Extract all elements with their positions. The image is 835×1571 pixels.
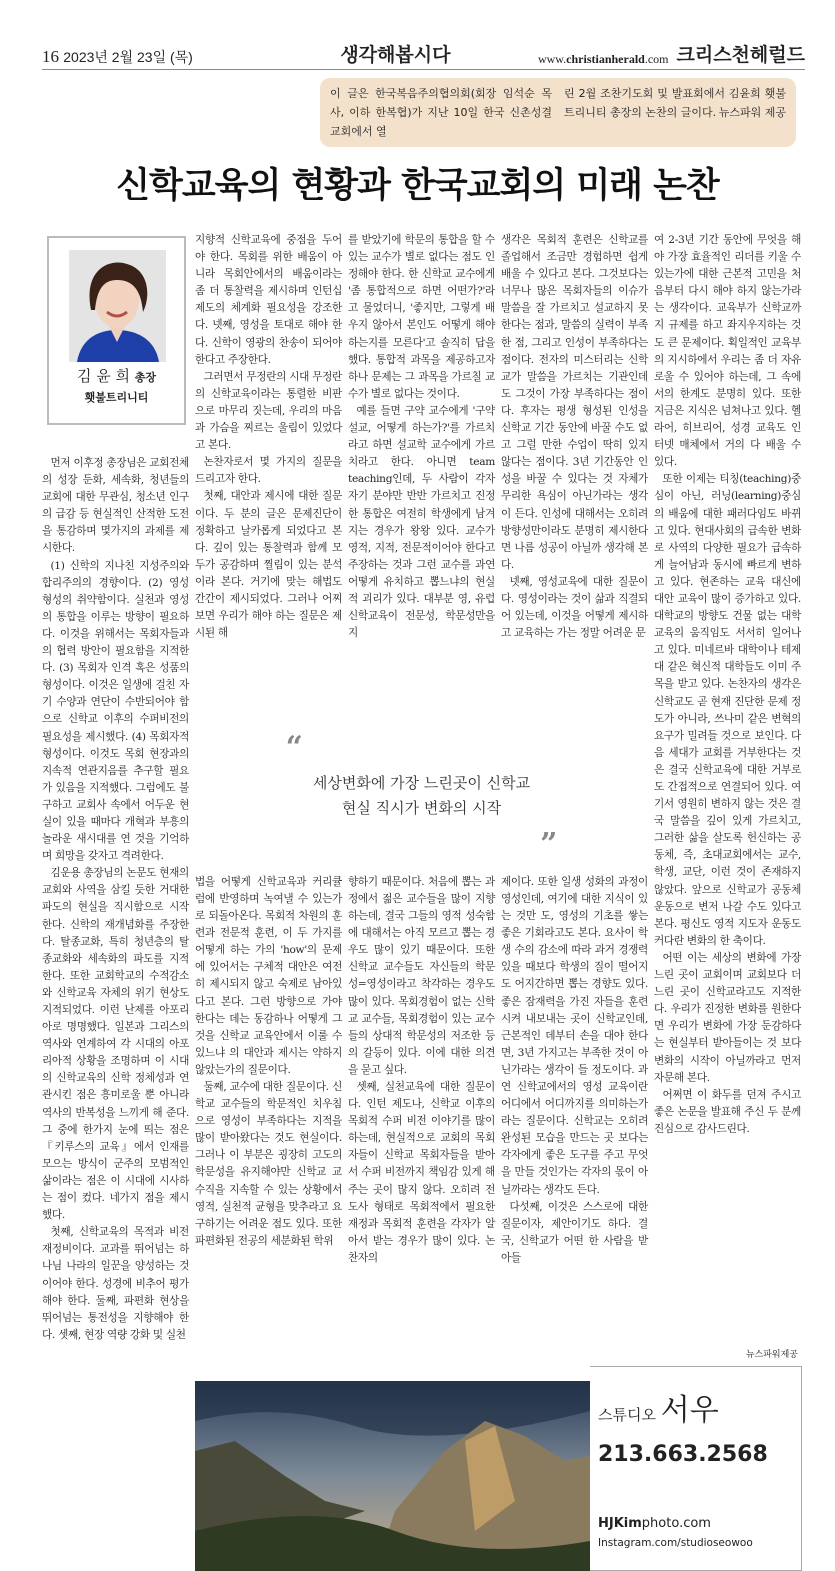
column-2-top (195, 232, 342, 719)
column-4-top (501, 232, 648, 719)
article-paragraph: 생각은 목회적 훈련은 신학교를 졸업해서 조금만 경험하면 쉽게 배울 수 있다고 본다. 그것보다는 너무나 많은 목회자들의 이슈가 말씀을 잘 가르치고 설교하지 못한다는 점과, 말씀의 실력이 부족한 점, 그리고 인성이 부족하다는 점이다. 전자의 미스터리는 신학교가 말씀을 가르치는 기관인데도 그것이 가장 부족하다는 점이다. 후자는 평생 형성된 인성을 신학교 기간 동안에 바꿀 수도 없고 그럴 만한 수업이 딱히 있지 않다는 점이다. 3년 기간동안 인성을 바꿀 수 있다는 것 자체가 무리한 욕심이 아닌가라는 생각이 든다. 인성에 대해서는 오히려 방향성만이라도 분명히 제시한다면 나름 성공이 아닐까 생각해 본다. (501, 234, 648, 571)
studio-name-small: 스튜디오 (598, 1405, 656, 1424)
article-paragraph: 를 받았기에 학문의 통합을 할 수 있는 교수가 별로 없다는 점도 인정해야 한다. 한 신학교 교수에게 '좀 통합적으로 하면 어떤가?'라고 물었더니, '좋지만, 그렇게 배우지 않아서 본인도 어떻게 해야 하는지를 모른다'고 솔직히 답을 했다. 통합적 과목을 제공하고자 하나 문제는 그 과목을 가르칠 교수가 별로 없다는 것이다. (348, 234, 495, 400)
article-paragraph: 지향적 신학교육에 중점을 두어야 한다. 목회를 위한 배움이 아니라 목회안에서의 배움이라는 좀 더 통찰력을 제시하며 인턴십 제도의 체계화 필요성을 강조한다. 넷째, 영성을 토대로 해야 한다. 신학이 영광의 찬송이 되어야 한다고 주장한다. (195, 234, 342, 366)
article-paragraph: 다섯째, 이것은 스스로에 대한 질문이자, 제안이기도 하다. 결국, 신학교가 어떤 한 사람을 받아들 (501, 1200, 648, 1264)
article-paragraph: 먼저 이후정 총장님은 교회전체의 성장 둔화, 세속화, 청년들의 교회에 대한 무관심, 청소년 인구의 급감 등 현실적인 산적한 도전을 통감하며 몇가지의 과제를 제시한다. (42, 457, 189, 555)
article-paragraph: 넷째, 영성교육에 대한 질문이다. 영성이라는 것이 삶과 직결되어 있는데, 이것을 어떻게 제시하고 교육하는 가는 정말 어려운 문 (501, 575, 648, 640)
studio-website[interactable] (598, 1515, 711, 1533)
article-paragraph: 논찬자로서 몇 가지의 질문을 드리고자 한다. (195, 456, 342, 486)
author-title: 총장 (134, 371, 157, 384)
web-rest: photo.com (641, 1515, 711, 1531)
column-3-bottom (348, 874, 495, 1344)
article-paragraph: 향하기 때문이다. 처음에 뽑는 과정에서 젊은 교수들을 많이 지향하는데, 결국 그들의 영적 성숙함에 대해서는 아직 모르고 뽑는 경우도 많이 있기 때문이다. 또한 신학교 교수들도 자신들의 학문성=영성이라고 착각하는 경우도 많이 있다. 목회경험이 없는 신학교 교수들, 목회경험이 있는 교수들의 상대적 학문성의 저조한 등의 갈등이 있다. 이에 대한 의견을 묻고 싶다. (348, 875, 495, 1076)
studio-name (598, 1391, 719, 1435)
article-credit: 뉴스파워제공 (745, 1349, 798, 1360)
pull-quote (195, 719, 648, 874)
url-domain: christianherald (566, 52, 645, 66)
intro-right-text: 린 2월 조찬기도회 및 발표회에서 김윤희 횃불트리니티 총장의 논찬의 글이다. (564, 87, 786, 119)
header-right (538, 40, 805, 67)
newspaper-brand: 크리스천헤럴드 (676, 44, 805, 66)
website-link[interactable] (538, 52, 669, 67)
author-org: 횃불트리니티 (84, 391, 149, 404)
column-5 (654, 232, 801, 1344)
url-prefix: www. (537, 52, 567, 66)
author-photo-box (47, 236, 186, 425)
url-suffix: .com (644, 52, 669, 66)
section-title: 생각해봅시다 (340, 44, 451, 66)
quote-line-2: 현실 직시가 변화의 시작 (341, 799, 502, 818)
web-bold: HJKim (598, 1515, 642, 1531)
article-body (42, 232, 802, 1571)
article-paragraph: 첫째, 신학교육의 목적과 비전 재정비이다. 교과를 뛰어넘는 하나님 나라의 일꾼을 양성하는 것이어야 한다. 성경에 비추어 평가해야 한다. 둘째, 파편화 현상을 뛰어넘는 통전성을 지향해야 한다. 셋째, 현장 역량 강화 및 실천 (42, 1226, 189, 1341)
studio-instagram[interactable]: Instagram.com/studioseowoo (598, 1536, 753, 1549)
article-paragraph: 법을 어떻게 신학교육과 커리큘럼에 반영하며 녹여낼 수 있는가로 되돌아온다. 목회적 차원의 훈련과 전문적 훈련, 이 두 가지를 어떻게 하는 가의 'how'의 문제에 있어서는 구체적 대안은 여전히 제시되지 않고 숙제로 남아있다고 본다. 그런 방향으로 가야 한다는 데는 동감하나 어떻게 그것을 신학교 교육안에서 이룰 수 있느냐 의 대안과 제시는 약하지 않았는가의 질문이다. (195, 875, 342, 1076)
page-number-date (42, 47, 193, 67)
article-paragraph: 어떤 이는 세상의 변화에 가장 느린 곳이 교회이며 교회보다 더 느린 곳이 신학교라고도 지적한다. 우리가 진정한 변화를 원한다면 우리가 변화에 가장 둔감하다는 현실부터 받아들이는 것 보다 변화의 시작이 아닐까라고 먼저 자문해 본다. (654, 951, 801, 1084)
column-4-bottom (501, 874, 648, 1344)
page-header (42, 40, 805, 70)
column-1 (42, 455, 189, 1344)
intro-left: 이 글은 한국복음주의협의회(회장 임석순 목사, 이하 한복협)가 지난 10일 한국 신촌성결교회에서 열 (330, 87, 552, 138)
quote-line-1: 세상변화에 가장 느린곳이 신학교 (312, 774, 531, 793)
article-paragraph: 여 2-3년 기간 동안에 무엇을 해야 가장 효율적인 리더를 키울 수 있는가에 대한 근본적 고민을 처음부터 다시 해야 하지 않는가라는 생각이다. 교육부가 신학교까지 규제를 하고 좌지우지하는 것도 큰 문제이다. 획일적인 교육부의 지시하에서 우리는 좀 더 자유로울 수 있어야 하는데, 그 속에서의 한계도 분명히 있다. 또한 지금은 지식은 넘쳐나고 있다. 헬라어, 히브리어, 성경 교육도 인터넷 매체에서 거의 다 배울 수 있다. (654, 234, 801, 469)
article-paragraph: 예를 들면 구약 교수에게 '구약 설교, 어떻게 하는가?'를 가르치라고 하면 설교학 교수에게 가르치라고 한다. 아니면 team teaching인데, 두 사람이 각자 자기 분야만 반반 가르치고 진정한 통합은 여전히 학생에게 남겨지는 경우가 왕왕 있다. 교수가 영적, 지적, 전문적이어야 한다고 주장하는 것과 그런 교수를 과연 어떻게 유치하고 뽑느냐의 현실적 괴리가 있다. 대부분 영, 유럽 신학교육이 전문성, 학문성만을 지 (348, 404, 495, 640)
page-number: 16 (42, 47, 59, 66)
quote-text (313, 771, 530, 821)
intro-box (320, 78, 796, 147)
close-quote-icon: ” (540, 826, 558, 862)
author-portrait (69, 250, 166, 362)
article-paragraph: 둘째, 교수에 대한 질문이다. 신학교 교수들의 학문적인 치우침으로 영성이 부족하다는 지적을 많이 받아왔다는 것도 현실이다. 그러나 이 부분은 굉장히 고도의 학문성을 유지해야만 신학교 교수직을 지속할 수 있는 상황에서 영적, 실천적 균형을 맞추라고 요구하기는 어려운 점도 있다. 또한 파편화된 전공의 세분화된 학위 (195, 1081, 342, 1247)
studio-ad (590, 1366, 802, 1571)
column-3-top (348, 232, 495, 719)
article-paragraph: 셋째, 실천교육에 대한 질문이다. 인턴 제도나, 신학교 이후의 목회적 수퍼 비전 이야기를 많이 하는데, 현실적으로 교회의 목회자들이 신학교 목회자들을 받아서 수퍼 비전까지 책임감 있게 해 주는 곳이 많지 않다. 오히려 전도사 형태로 목회적에서 필요한 재정과 목회적 훈련을 각자가 알아서 받는 경우가 많이 있다. 논찬자의 (348, 1081, 495, 1264)
intro-right (564, 84, 786, 141)
open-quote-icon: “ (285, 730, 303, 766)
studio-phone: 213.663.2568 (598, 1441, 768, 1467)
intro-source: 뉴스파워 제공 (718, 106, 786, 119)
article-grid (42, 232, 802, 1344)
article-paragraph: 첫째, 대안과 제시에 대한 질문이다. 두 분의 글은 문제진단이 정확하고 날카롭게 되었다고 본다. 깊이 있는 통찰력과 함께 모두가 공감하며 찔림이 있는 분석이라 본다. 거기에 맞는 해법도 간간이 제시되었다. 그러나 어찌 보면 우리가 해야 하는 질문은 제시된 해 (195, 490, 342, 640)
headline: 신학교육의 현황과 한국교회의 미래 논찬 (116, 166, 719, 206)
ad-row (195, 1366, 802, 1571)
article-paragraph: 그러면서 무정란의 시대 무정란의 신학교육이라는 통렬한 비판으로 마무리 짓는데, 우리의 마음과 가슴을 찌르는 울림이 있었다고 본다. (195, 370, 342, 452)
ad-landscape-photo (195, 1381, 590, 1571)
article-paragraph: 제이다. 또한 일생 성화의 과정이 영성인데, 여기에 대한 지식이 있는 것만 도, 영성의 기초를 쌓는 좋은 기회라고도 본다. 요사이 학생 수의 감소에 따라 과거 경쟁력 있을 때보다 학생의 질이 떨어지도 어지간하면 뽑는 경향도 있다. 좋은 잠재력을 가진 자들을 훈련시켜 내보내는 곳이 신학교인데, 근본적인 데부터 손을 대야 한다면, 3년 가지고는 부족한 것이 아닌가라는 생각이 들 정도이다. 과연 신학교에서의 영성 교육이란 어디에서 어디까지를 의미하는가라는 질문이다. 신학교는 오히려 완성된 모습을 만드는 곳 보다는 각자에게 좋은 도구를 주고 무엇을 만들 것인가는 각자의 몫이 아닐까라는 생각도 든다. (501, 875, 648, 1196)
author-name: 김 윤 희 (76, 367, 130, 385)
article-paragraph: 어쩌면 이 화두를 던져 주시고 좋은 논문을 발표해 주신 두 분께 진심으로 감사드린다. (654, 1088, 801, 1135)
article-paragraph: 또한 이제는 티칭(teaching)중심이 아닌, 러닝(learning)중심의 배움에 대한 패러다임도 바뀌고 있다. 현대사회의 급속한 변화로 사역의 다양한 필요가 급속하게 늘어남과 동시에 빠르게 변하고 있다. 현존하는 교육 대신에 대안 교육이 많이 증가하고 있다. 대학교의 방향도 건물 없는 대학교육의 움직임도 서서히 일어나고 있다. 미네르바 대학이나 테제대 같은 혁신적 대학들도 이미 주목을 받고 있다. 논찬자의 생각은 신학교도 곧 현재 진단한 문제 정도가 아니라, 쓰나미 같은 변혁의 요구가 밀려들 것으로 보인다. 다음 세대가 교회를 거부한다는 것은 결국 신학교육에 대한 거부로도 간접적으로 연결되어 있다. 여기서 영원히 변하지 않는 것은 결국 말씀을 깊이 있게 가르치고, 그러한 삶을 살도록 헌신하는 공동체, 즉, 초대교회에서는 교수, 학생, 교단, 이런 것이 존재하지 않았다. 앞으로 신학교가 공동체 운동으로 변저 나갈 수도 있다고 본다. 평신도 영적 지도자 운동도 커다란 변화의 한 축이다. (654, 473, 801, 947)
column-1-wrap (42, 232, 189, 1344)
article-paragraph: (1) 신학의 지나친 지성주의와 합리주의의 경향이다. (2) 영성 형성의 취약함이다. 실천과 영성의 통합을 이루는 방향이 필요하다. 이것을 위해서는 목회자들과의 협력 방안이 필요함을 지적한다. (3) 목회자 인격 혹은 성품의 형성이다. 이것은 일생에 걸친 자기 수양과 연단이 수반되어야 함으로 신학교 이후의 수퍼비전의 필요성을 제시했다. (4) 목회자적 형성이다. 이것도 목회 현장과의 지속적 연관지음를 추구할 필요가 있음을 지적했다. 그럼에도 불구하고 교회사 속에서 어두운 현실이 있을 때마다 개혁과 부흥의 놀라운 새시대를 연 것을 기억하며 희망을 갖자고 격려한다. (42, 559, 189, 863)
article-paragraph: 김운용 총장님의 논문도 현재의 교회와 사역을 삼킬 듯한 거대한 파도의 현실을 직시함으로 시작한다. 신학의 재개념화를 주장한다. 탈종교화, 특히 청년층의 탈 종교화와 세속화의 파도를 지적한다. 또한 교회학교의 수적감소와 신학교육 자체의 위기 현상도 지적되었다. 이런 난제를 아포리아로 명명했다. 일본과 그리스의 역사와 연계하여 각 시대의 아포리아적 상황을 조명하며 이 시대의 신학교육의 신학 정체성과 연관시킨 점은 흥미로울 뿐 아니라 역사의 반복성을 느끼게 해 준다. 그 중에 한가지 눈에 띄는 점은 『키루스의 교육』에서 인재를 모으는 방식이 군주의 모범적인 삶이라는 점은 이 시대에 시사하는 점이 컸다. 네가지 점을 제시했다. (42, 867, 189, 1222)
studio-name-big: 서우 (660, 1392, 719, 1428)
author-name-line (49, 366, 184, 388)
issue-date: 2023년 2월 23일 (목) (63, 49, 193, 65)
column-2-bottom (195, 874, 342, 1344)
